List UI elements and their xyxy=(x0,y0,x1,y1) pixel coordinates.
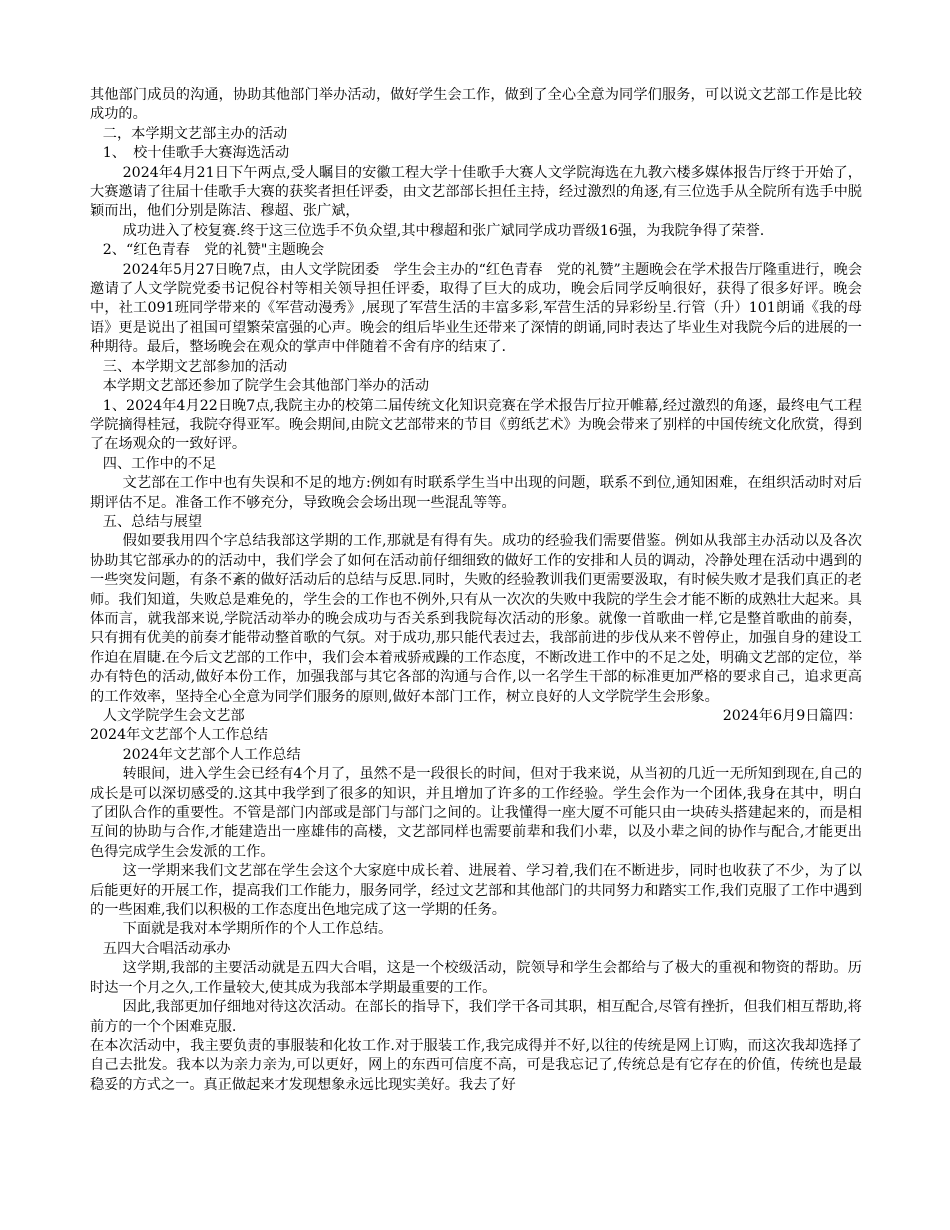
paragraph: 假如要我用四个字总结我部这学期的工作,那就是有得有失。成功的经验我们需要借鉴。例如从我部主办活动以及各次协助其它部承办的的活动中，我们学会了如何在活动前仔细细致的做好工作的安排和人员的调动，冷静处理在活动中遇到的一些突发问题，有条不紊的做好活动后的总结与反思.同时，失败的经验教训我们更需要汲取，有时候失败才是我们真正的老师。我们知道，失败总是难免的，学生会的工作也不例外,只有从一次次的失败中我院的学生会才能不断的成熟壮大起来。具体而言，就我部来说,学院活动举办的晚会成功与否关系到我院每次活动的形象。就像一首歌曲一样,它是整首歌曲的前奏，只有拥有优美的前奏才能带动整首歌的气氛。对于成功,那只能代表过去，我部前进的步伐从来不曾停止，加强自身的建设工作迫在眉睫.在今后文艺部的工作中，我们会本着戒骄戒躁的工作态度，不断改进工作中的不足之处，明确文艺部的定位，举办有特色的活动,做好本份工作，加强我部与其它各部的沟通与合作,以一名学生干部的标准更加严格的要求自己，追求更高的工作效率，坚持全心全意为同学们服务的原则,做好本部门工作，树立良好的人文学院学生会形象。 xyxy=(90,533,862,705)
paragraph: 2024年5月27日晚7点，由人文学院团委 学生会主办的“红色青春 党的礼赞”主题晚会在学术报告厅隆重进行，晚会邀请了人文学院党委书记倪谷村等相关领导担任评委，取得了巨大的成功，晚会后同学反响很好，获得了很多好评。晚会中，社工091班同学带来的《军营动漫秀》,展现了军营生活的丰富多彩,军营生活的异彩纷呈.行管（升）101朗诵《我的母语》更是说出了祖国可望繁荣富强的心声。晚会的组后毕业生还带来了深情的朗诵,同时表达了毕业生对我院今后的进展的一种期待。最后，整场晚会在观众的掌声中伴随着不舍有序的结束了. xyxy=(90,261,863,356)
document-body-part2 xyxy=(90,726,862,1095)
paragraph: 这学期,我部的主要活动就是五四大合唱，这是一个校级活动，院领导和学生会都给与了极大的重视和物资的帮助。历时达一个月之久,工作量较大,使其成为我部本学期最重要的工作。 xyxy=(90,960,862,996)
paragraph: 三、本学期文艺部参加的活动 xyxy=(102,358,288,375)
paragraph: 四、工作中的不足 xyxy=(102,455,217,472)
paragraph: 因此,我部更加仔细地对待这次活动。在部长的指导下，我们学干各司其职，相互配合,尽管有挫折，但我们相互帮助,将前方的一个个困难克服. xyxy=(90,999,862,1035)
paragraph: 1、2024年4月22日晚7点,我院主办的校第二届传统文化知识竞赛在学术报告厅拉开帷幕,经过激烈的角逐，最终电气工程学院摘得桂冠，我院夺得亚军。晚会期间,由院文艺部带来的节目《剪纸艺术》为晚会带来了别样的中国传统文化欣赏，得到了在场观众的一致好评。 xyxy=(90,397,862,453)
paragraph: 2024年4月21日下午两点,受人瞩目的安徽工程大学十佳歌手大赛人文学院海选在九教六楼多媒体报告厅终于开始了，大赛邀请了往届十佳歌手大赛的获奖者担任评委，由文艺部部长担任主持，经过激烈的角逐,有三位选手从全院所有选手中脱颖而出，他们分别是陈洁、穆超、张广斌， xyxy=(90,164,862,220)
signature-date: 2024年6月9日篇四： xyxy=(722,708,862,724)
paragraph: 下面就是我对本学期所作的个人工作总结。 xyxy=(122,921,393,938)
signature-line xyxy=(90,707,862,726)
paragraph: 转眼间，进入学生会已经有4个月了，虽然不是一段很长的时间，但对于我来说，从当初的几近一无所知到现在,自己的成长是可以深切感受的.这其中我学到了很多的知识，并且增加了许多的工作经验。学生会作为一个团体,我身在其中，明白了团队合作的重要性。不管是部门内部或是部门与部门之间的。让我懂得一座大厦不可能只由一块砖头搭建起来的，而是相互间的协助与合作,才能建造出一座雄伟的高楼，文艺部同样也需要前辈和我们小辈，以及小辈之间的协作与配合,才能更出色得完成学生会发派的工作。 xyxy=(90,766,862,860)
paragraph: 这一学期来我们文艺部在学生会这个大家庭中成长着、进展着、学习着,我们在不断进步，同时也收获了不少，为了以后能更好的开展工作，提高我们工作能力，服务同学，经过文艺部和其他部门的共同努力和踏实工作,我们克服了工作中遇到的一些困难,我们以积极的工作态度出色地完成了这一学期的任务。 xyxy=(90,863,862,919)
paragraph: 本学期文艺部还参加了院学生会其他部门举办的活动 xyxy=(102,378,430,395)
paragraph: 2024年文艺部个人工作总结 xyxy=(90,727,268,744)
paragraph: 二，本学期文艺部主办的活动 xyxy=(102,125,288,142)
paragraph: 五、总结与展望 xyxy=(102,513,203,530)
signature-department: 人文学院学生会文艺部 xyxy=(102,708,245,724)
paragraph: 其他部门成员的沟通，协助其他部门举办活动，做好学生会工作，做到了全心全意为同学们服务，可以说文艺部工作是比较成功的。 xyxy=(90,87,862,123)
paragraph: 成功进入了校复赛.终于这三位选手不负众望,其中穆超和张广斌同学成功晋级16强，为我院争得了荣誉. xyxy=(122,222,765,239)
paragraph: 2、“红色青春 党的礼赞"主题晚会 xyxy=(102,242,325,259)
document-body-part1 xyxy=(90,86,862,707)
paragraph: 在本次活动中，我主要负责的事服装和化妆工作.对于服装工作,我完成得并不好,以往的传统是网上订购，而这次我却选择了自己去批发。我本以为亲力亲为,可以更好，网上的东西可信度不高，可是我忘记了,传统总是有它存在的价值，传统也是最稳妥的方式之一。真正做起来才发现想象永远比现实美好。我去了好 xyxy=(90,1037,862,1093)
paragraph: 五四大合唱活动承办 xyxy=(102,940,231,957)
paragraph: 1、 校十佳歌手大赛海选活动 xyxy=(102,145,290,162)
paragraph: 2024年文艺部个人工作总结 xyxy=(122,746,301,763)
paragraph: 文艺部在工作中也有失误和不足的地方:例如有时联系学生当中出现的问题，联系不到位,通知困难，在组织活动时对后期评估不足。准备工作不够充分，导致晚会会场出现一些混乱等等。 xyxy=(90,475,862,511)
